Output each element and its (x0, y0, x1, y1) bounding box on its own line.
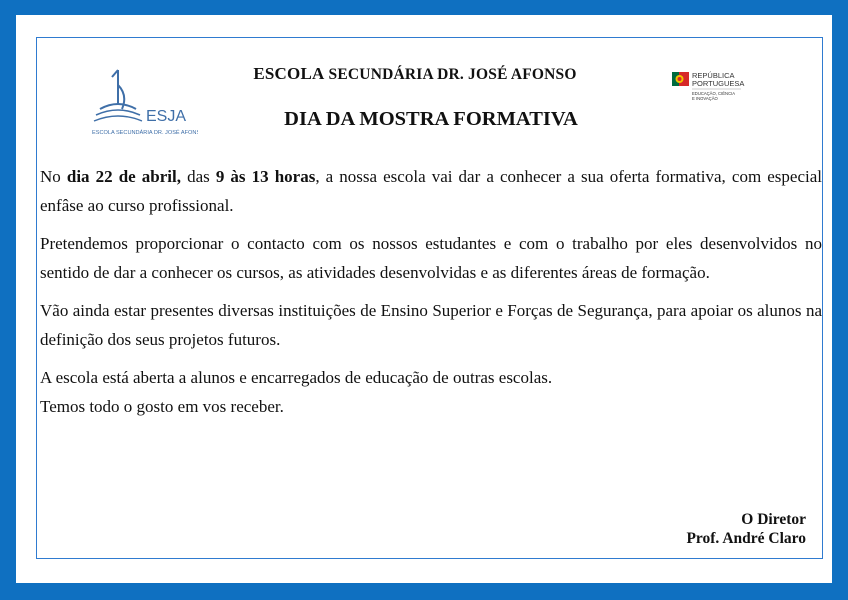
school-logo-icon (88, 65, 198, 140)
p1-text-a: No (40, 167, 67, 186)
p1-date: dia 22 de abril, (66, 167, 181, 186)
republic-line3: EDUCAÇÃO, CIÊNCIA (692, 91, 736, 96)
p1-text-c: das (181, 167, 216, 186)
school-logo-fullname: ESCOLA SECUNDÁRIA DR. JOSÉ AFONSO (92, 130, 198, 136)
school-logo (88, 65, 198, 140)
event-title: DIA DA MOSTRA FORMATIVA (284, 108, 578, 130)
republic-line1: REPÚBLICA (692, 71, 735, 80)
paragraph-open: A escola está aberta a alunos e encarregados de educação de outras escolas. (40, 368, 553, 387)
signature-role: O Diretor (741, 511, 806, 528)
republic-line2: PORTUGUESA (692, 79, 745, 88)
body-text (40, 162, 822, 421)
p1-hours: 9 às 13 horas (215, 167, 316, 186)
paragraph-institutions: Vão ainda estar presentes diversas instituições de Ensino Superior e Forças de Segurança, para apoiar os alunos na definição dos seus projetos futuros. (40, 301, 822, 349)
republic-logo (671, 70, 761, 110)
school-name (225, 64, 605, 84)
p1-text-e: , a nossa escola vai dar a conhecer a sua oferta formativa, com especial enfâse ao curso profissional. (40, 167, 822, 215)
republic-line4: E INOVAÇÃO (692, 96, 718, 101)
republic-emblem-icon (671, 70, 761, 110)
paragraph-welcome: Temos todo o gosto em vos receber. (40, 397, 284, 416)
paragraph-contact: Pretendemos proporcionar o contacto com os nossos estudantes e com o trabalho por eles desenvolvidos no sentido de dar a conhecer os cursos, as atividades desenvolvidas e as diferentes áreas de formação. (40, 234, 822, 282)
school-name-lead: ESCOLA (253, 64, 325, 83)
signature-name: Prof. André Claro (686, 530, 806, 547)
paragraph-date (40, 162, 822, 220)
school-logo-abbr: ESJA (146, 108, 187, 125)
school-name-rest: SECUNDÁRIA DR. JOSÉ AFONSO (324, 66, 577, 83)
signature (686, 510, 806, 548)
